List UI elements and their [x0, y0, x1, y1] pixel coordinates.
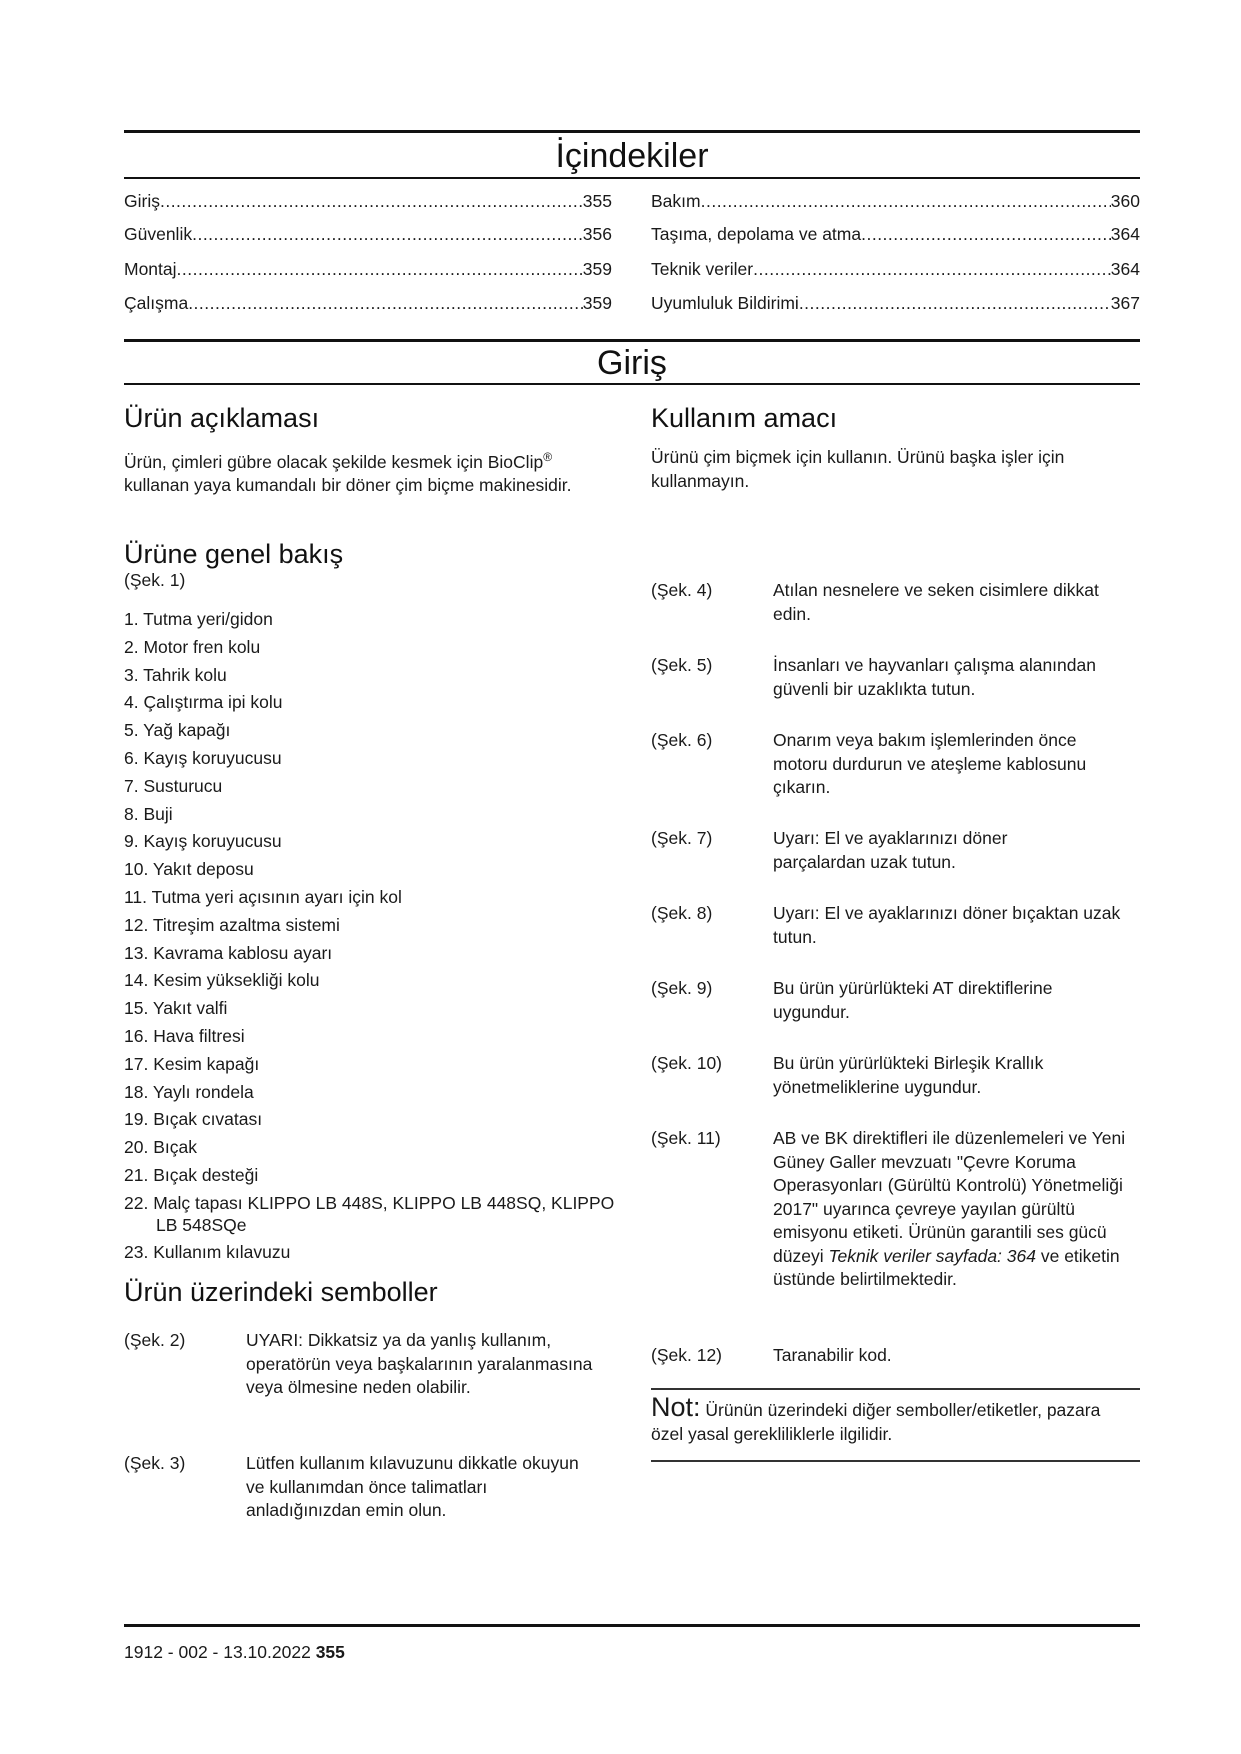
footer-page-number: 355 — [315, 1642, 345, 1662]
symbol-text: Lütfen kullanım kılavuzunu dikkatle okuyun ve kullanımdan önce talimatları anladığınızdan emin olun. — [246, 1453, 579, 1520]
symbol-text: Bu ürün yürürlükteki Birleşik Krallık yönetmeliklerine uygundur. — [773, 1053, 1044, 1097]
toc-entry-tasima[interactable]: Taşıma, depolama ve atma ..... 364 — [651, 224, 1140, 245]
list-item: 4. Çalıştırma ipi kolu — [124, 692, 283, 713]
toc-top-rule — [124, 130, 1140, 133]
list-item: 18. Yaylı rondela — [124, 1081, 254, 1102]
list-item: 16. Hava filtresi — [124, 1025, 245, 1046]
symbol-entry-fig6 — [651, 729, 1140, 801]
list-item: 7. Susturucu — [124, 775, 223, 796]
list-item: 23. Kullanım kılavuzu — [124, 1241, 291, 1262]
list-item: 22. Malç tapası KLIPPO LB 448S, KLIPPO LB 448SQ, KLIPPO LB 548SQe — [124, 1192, 615, 1235]
toc-entry-uyumluluk[interactable]: Uyumluluk Bildirimi ..... 367 — [651, 293, 1140, 314]
list-item: 20. Bıçak — [124, 1137, 197, 1158]
list-item: 5. Yağ kapağı — [124, 720, 231, 741]
list-item: 2. Motor fren kolu — [124, 636, 261, 657]
technical-data-link[interactable]: Teknik veriler sayfada: 364 — [828, 1245, 1036, 1266]
toc-title-rule — [124, 177, 1140, 179]
symbol-entry-fig2 — [124, 1329, 614, 1429]
symbol-text: Atılan nesnelere ve seken cisimlere dikkat edin. — [773, 580, 1099, 624]
toc-entry-giris[interactable]: Giriş ..... 355 — [124, 191, 612, 212]
section-title-rule — [124, 383, 1140, 385]
symbol-ref: (Şek. 11) — [651, 1128, 721, 1148]
intended-use-text: Ürünü çim biçmek için kullanın. Ürünü başka işler için kullanmayın. — [651, 447, 1065, 491]
overview-parts-list — [124, 606, 614, 1267]
section-top-rule — [124, 339, 1140, 342]
list-item: 17. Kesim kapağı — [124, 1053, 260, 1074]
note-box — [651, 1392, 1121, 1446]
footer-doc-info: 1912 - 002 - 13.10.2022 — [124, 1642, 316, 1662]
symbol-entry-fig5 — [651, 654, 1140, 704]
toc-entry-calisma[interactable]: Çalışma ..... 359 — [124, 293, 612, 314]
product-description-heading: Ürün açıklaması — [124, 403, 320, 433]
footer-rule — [124, 1624, 1140, 1627]
intended-use-heading: Kullanım amacı — [651, 403, 838, 433]
list-item: 10. Yakıt deposu — [124, 859, 254, 880]
list-item: 3. Tahrik kolu — [124, 664, 227, 685]
note-text: Ürünün üzerindeki diğer semboller/etiketler, pazara özel yasal gerekliliklerle ilgilidir. — [651, 1400, 1101, 1444]
symbols-heading: Ürün üzerindeki semboller — [124, 1277, 438, 1307]
symbol-text: UYARI: Dikkatsiz ya da yanlış kullanım, operatörün veya başkalarının yaralanmasına veya ölmesine neden olabilir. — [246, 1330, 593, 1397]
symbol-text: Uyarı: El ve ayaklarınızı döner bıçaktan uzak tutun. — [773, 903, 1121, 947]
list-item: 13. Kavrama kablosu ayarı — [124, 942, 333, 963]
toc-entry-bakim[interactable]: Bakım ..... 360 — [651, 191, 1140, 212]
symbol-entry-fig7 — [651, 827, 1140, 877]
symbol-ref: (Şek. 9) — [651, 978, 713, 998]
symbol-text: Bu ürün yürürlükteki AT direktiflerine uygundur. — [773, 978, 1053, 1022]
list-item: 1. Tutma yeri/gidon — [124, 609, 273, 629]
symbol-entry-fig8 — [651, 902, 1140, 952]
symbol-ref: (Şek. 2) — [124, 1330, 186, 1350]
symbol-ref: (Şek. 4) — [651, 580, 713, 600]
symbol-ref: (Şek. 5) — [651, 655, 713, 675]
symbol-ref: (Şek. 10) — [651, 1053, 722, 1073]
overview-figure-ref: (Şek. 1) — [124, 570, 186, 590]
symbol-ref: (Şek. 6) — [651, 730, 713, 750]
list-item: 9. Kayış koruyucusu — [124, 831, 282, 852]
section-title: Giriş — [597, 344, 667, 382]
toc-entry-teknik[interactable]: Teknik veriler ..... 364 — [651, 259, 1140, 280]
symbol-entry-fig11 — [651, 1127, 1140, 1317]
symbol-entry-fig3 — [124, 1452, 614, 1532]
symbol-text: Uyarı: El ve ayaklarınızı döner parçalardan uzak tutun. — [773, 828, 1008, 872]
symbol-ref: (Şek. 7) — [651, 828, 713, 848]
footer — [124, 1642, 345, 1663]
symbol-entry-fig12 — [651, 1344, 1140, 1370]
list-item: 12. Titreşim azaltma sistemi — [124, 914, 340, 935]
list-item: 19. Bıçak cıvatası — [124, 1109, 263, 1130]
symbol-entry-fig9 — [651, 977, 1140, 1027]
symbol-entry-fig10 — [651, 1052, 1140, 1102]
list-item: 15. Yakıt valfi — [124, 998, 228, 1019]
list-item: 8. Buji — [124, 803, 173, 824]
list-item: 14. Kesim yüksekliği kolu — [124, 970, 320, 991]
symbol-text: Taranabilir kod. — [773, 1345, 892, 1365]
note-label: Not: — [651, 1392, 701, 1422]
toc-entry-montaj[interactable]: Montaj ..... 359 — [124, 259, 612, 280]
list-item: 21. Bıçak desteği — [124, 1164, 259, 1185]
note-top-rule — [651, 1388, 1140, 1390]
note-bottom-rule — [651, 1460, 1140, 1462]
symbol-ref: (Şek. 12) — [651, 1345, 722, 1365]
toc-entry-guvenlik[interactable]: Güvenlik ..... 356 — [124, 224, 612, 245]
overview-heading: Ürüne genel bakış — [124, 539, 344, 569]
product-description-text: Ürün, çimleri gübre olacak şekilde kesmek için BioClip® kullanan yaya kumandalı bir döner çim biçme makinesidir. — [124, 450, 572, 496]
list-item: 6. Kayış koruyucusu — [124, 747, 282, 768]
toc-title: İçindekiler — [555, 137, 709, 175]
symbol-text: Onarım veya bakım işlemlerinden önce motoru durdurun ve ateşleme kablosunu çıkarın. — [773, 730, 1087, 797]
symbol-entry-fig4 — [651, 579, 1140, 629]
symbol-ref: (Şek. 3) — [124, 1453, 186, 1473]
symbol-text: İnsanları ve hayvanları çalışma alanından güvenli bir uzaklıkta tutun. — [773, 655, 1096, 699]
symbol-text: AB ve BK direktifleri ile düzenlemeleri ve Yeni Güney Galler mevzuatı "Çevre Koruma Operasyonları (Gürültü Kontrolü) Yönetmeliği 2017" uyarınca çevreye yayılan gürültü emisyonu etiketi. Ürünün garantili ses gücü düzeyi Teknik veriler sayfada: 364 ve etiketin üstünde belirtilmektedir. — [773, 1128, 1126, 1289]
list-item: 11. Tutma yeri açısının ayarı için kol — [124, 886, 402, 907]
symbol-ref: (Şek. 8) — [651, 903, 713, 923]
